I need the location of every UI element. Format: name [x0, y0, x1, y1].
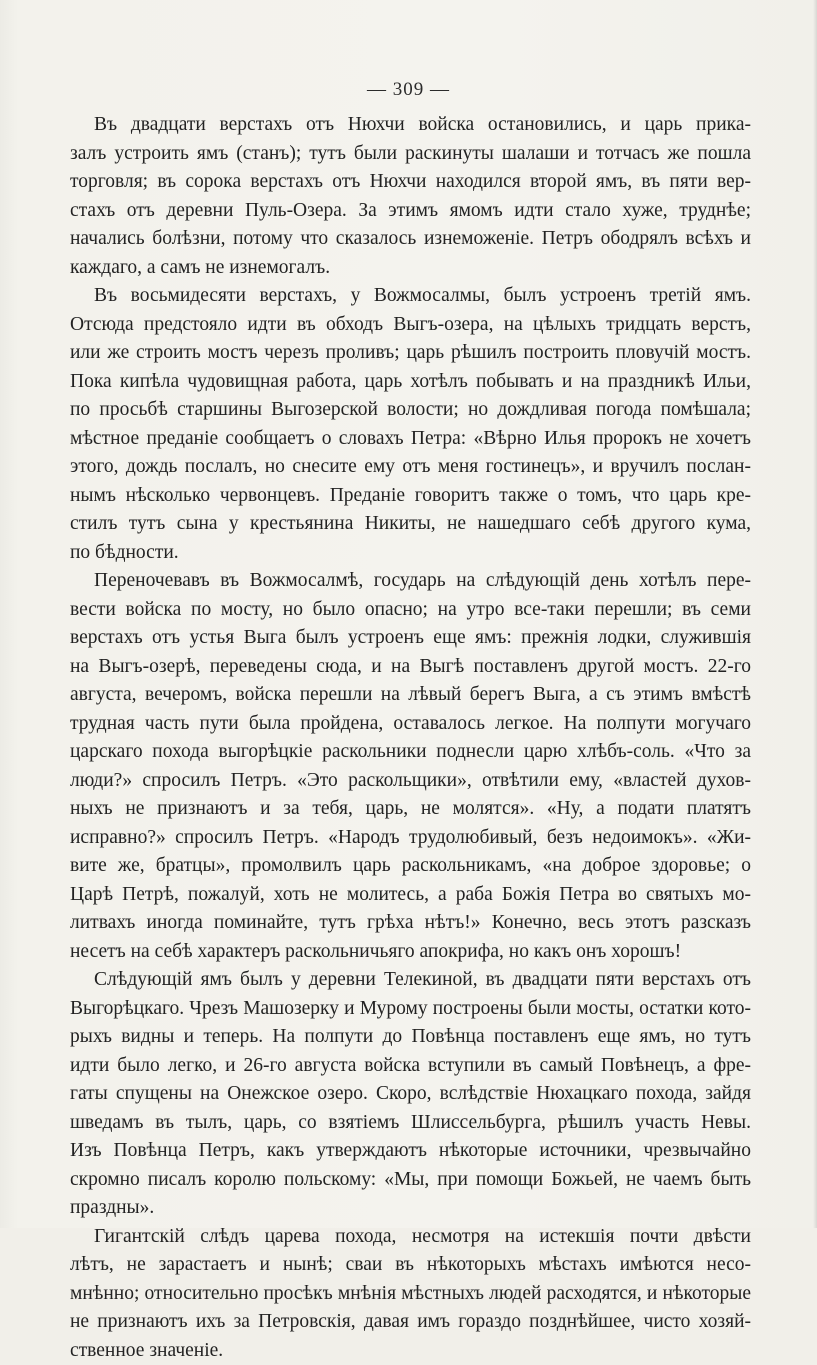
text-line: ственное значеніе.: [70, 1337, 751, 1365]
text-line: по просьбѣ старшины Выгозерской волости; но дождливая погода помѣшала;: [70, 396, 751, 425]
text-line: торговля; въ сорока верстахъ отъ Нюхчи находился второй ямъ, въ пяти вер-: [70, 168, 751, 197]
paragraph-4: [70, 966, 751, 1223]
text-line: верстахъ отъ устья Выга былъ устроенъ еще ямъ: прежнія лодки, служившія: [70, 624, 751, 653]
text-line: Переночевавъ въ Вожмосалмѣ, государь на слѣдующій день хотѣлъ пере-: [70, 567, 751, 596]
page-number: — 309 —: [0, 79, 817, 101]
text-line: ныхъ не признаютъ и за тебя, царь, не молятся». «Ну, а подати платятъ: [70, 795, 751, 824]
text-line: каждаго, а самъ не изнемогалъ.: [70, 254, 751, 283]
text-line: нымъ нѣсколько червонцевъ. Преданіе говоритъ также о томъ, что царь кре-: [70, 482, 751, 511]
text-line: стахъ отъ деревни Пуль-Озера. За этимъ ямомъ идти стало хуже, труднѣе;: [70, 197, 751, 226]
text-line: царскаго похода выгорѣцкіе раскольники поднесли царю хлѣбъ-соль. «Что за: [70, 738, 751, 767]
paragraph-3: [70, 567, 751, 966]
text-line: Гигантскій слѣдъ царева похода, несмотря на истекшія почти двѣсти: [70, 1223, 751, 1252]
page-body: [70, 111, 751, 1365]
text-line: вите же, братцы», промолвилъ царь раскольникамъ, «на доброе здоровье; о: [70, 852, 751, 881]
text-line: Отсюда предстояло идти въ обходъ Выгъ-озера, на цѣлыхъ тридцать верстъ,: [70, 311, 751, 340]
text-line: Выгорѣцкаго. Чрезъ Машозерку и Мурому построены были мосты, остатки кото-: [70, 995, 751, 1024]
text-line: рыхъ видны и теперь. На полпути до Повѣнца поставленъ еще ямъ, но тутъ: [70, 1023, 751, 1052]
text-line: августа, вечеромъ, войска перешли на лѣвый берегъ Выга, а съ этимъ вмѣстѣ: [70, 681, 751, 710]
text-line: не признаютъ ихъ за Петровскія, давая имъ гораздо позднѣйшее, чисто хозяй-: [70, 1308, 751, 1337]
text-line: по бѣдности.: [70, 539, 751, 568]
text-line: этого, дождь послалъ, но снесите ему отъ меня гостинецъ», и вручилъ послан-: [70, 453, 751, 482]
text-line: на Выгъ-озерѣ, переведены сюда, и на Выгѣ поставленъ другой мостъ. 22-го: [70, 653, 751, 682]
text-line: Въ двадцати верстахъ отъ Нюхчи войска остановились, и царь прика-: [70, 111, 751, 140]
text-line: стилъ тутъ сына у крестьянина Никиты, не нашедшаго себѣ другого кума,: [70, 510, 751, 539]
text-line: шведамъ въ тылъ, царь, со взятіемъ Шлиссельбурга, рѣшилъ участь Невы.: [70, 1109, 751, 1138]
page-edge-shadow: [813, 0, 817, 1228]
text-line: идти было легко, и 26-го августа войска вступили въ самый Повѣнецъ, а фре-: [70, 1052, 751, 1081]
text-line: Царѣ Петрѣ, пожалуй, хоть не молитесь, а раба Божія Петра во святыхъ мо-: [70, 881, 751, 910]
text-line: праздны».: [70, 1194, 751, 1223]
text-line: Въ восьмидесяти верстахъ, у Вожмосалмы, былъ устроенъ третій ямъ.: [70, 282, 751, 311]
text-line: литвахъ иногда поминайте, тутъ грѣха нѣтъ!» Конечно, весь этотъ разсказъ: [70, 909, 751, 938]
text-line: лѣтъ, не зарастаетъ и нынѣ; сваи въ нѣкоторыхъ мѣстахъ имѣются несо-: [70, 1251, 751, 1280]
paragraph-1: [70, 111, 751, 282]
text-line: трудная часть пути была пройдена, оставалось легкое. На полпути могучаго: [70, 710, 751, 739]
text-line: Слѣдующій ямъ былъ у деревни Телекиной, въ двадцати пяти верстахъ отъ: [70, 966, 751, 995]
text-line: исправно?» спросилъ Петръ. «Народъ трудолюбивый, безъ недоимокъ». «Жи-: [70, 824, 751, 853]
text-line: или же строить мостъ черезъ проливъ; царь рѣшилъ построить пловучій мостъ.: [70, 339, 751, 368]
text-line: мнѣнно; относительно просѣкъ мнѣнія мѣстныхъ людей расходятся, и нѣкоторые: [70, 1280, 751, 1309]
text-line: люди?» спросилъ Петръ. «Это раскольщики», отвѣтили ему, «властей духов-: [70, 767, 751, 796]
text-line: залъ устроить ямъ (станъ); тутъ были раскинуты шалаши и тотчасъ же пошла: [70, 140, 751, 169]
text-line: Пока кипѣла чудовищная работа, царь хотѣлъ побывать и на праздникѣ Ильи,: [70, 368, 751, 397]
text-line: начались болѣзни, потому что сказалось изнеможеніе. Петръ ободрялъ всѣхъ и: [70, 225, 751, 254]
text-line: мѣстное преданіе сообщаетъ о словахъ Петра: «Вѣрно Илья пророкъ не хочетъ: [70, 425, 751, 454]
text-line: Изъ Повѣнца Петръ, какъ утверждаютъ нѣкоторые источники, чрезвычайно: [70, 1137, 751, 1166]
text-line: гаты спущены на Онежское озеро. Скоро, вслѣдствіе Нюхацкаго похода, зайдя: [70, 1080, 751, 1109]
text-line: вести войска по мосту, но было опасно; на утро все-таки перешли; въ семи: [70, 596, 751, 625]
text-line: скромно писалъ королю польскому: «Мы, при помощи Божьей, не чаемъ быть: [70, 1166, 751, 1195]
paragraph-5: [70, 1223, 751, 1365]
paragraph-2: [70, 282, 751, 567]
text-line: несетъ на себѣ характеръ раскольничьяго апокрифа, но какъ онъ хорошъ!: [70, 938, 751, 967]
